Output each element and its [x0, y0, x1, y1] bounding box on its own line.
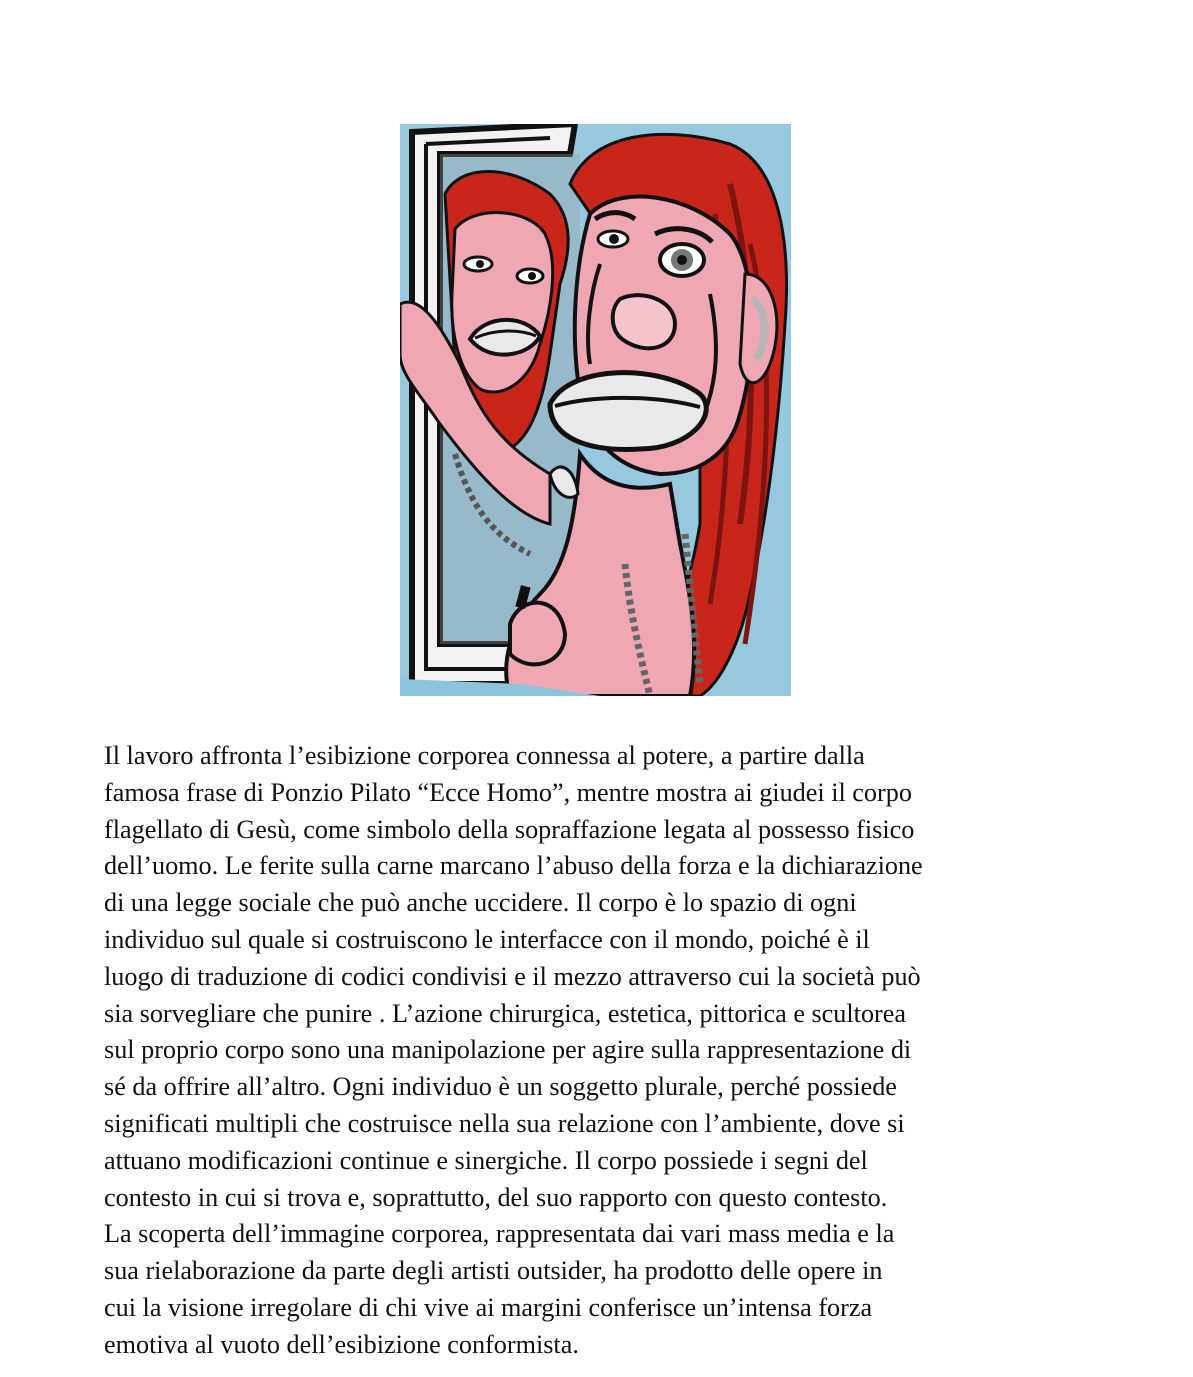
paragraph-line: famosa frase di Ponzio Pilato “Ecce Homo”, mentre mostra ai giudei il corpo: [104, 777, 912, 807]
body-paragraph: [104, 738, 1094, 1364]
paragraph-line: Il lavoro affronta l’esibizione corporea connessa al potere, a partire dalla: [104, 741, 865, 770]
paragraph-line: flagellato di Gesù, come simbolo della sopraffazione legata al possesso fisico: [104, 814, 915, 844]
painting-illustration: [400, 124, 791, 696]
paragraph-line: di una legge sociale che può anche uccidere. Il corpo è lo spazio di ogni: [104, 888, 857, 918]
lips: [550, 373, 706, 450]
paragraph-line: sia sorvegliare che punire . L’azione chirurgica, estetica, pittorica e scultorea: [104, 998, 907, 1028]
paragraph-line: dell’uomo. Le ferite sulla carne marcano l’abuso della forza e la dichiarazione: [104, 851, 923, 881]
paragraph-line: La scoperta dell’immagine corporea, rappresentata dai vari mass media e la: [104, 1219, 895, 1249]
paragraph-line: emotiva al vuoto dell’esibizione conformista.: [104, 1329, 579, 1359]
paragraph-line: contesto in cui si trova e, soprattutto, del suo rapporto con questo contesto.: [104, 1182, 888, 1212]
paragraph-line: sé da offrire all’altro. Ogni individuo è un soggetto plurale, perché possiede: [104, 1072, 897, 1102]
painting-image: [400, 124, 791, 696]
paragraph-line: sul proprio corpo sono una manipolazione per agire sulla rappresentazione di: [104, 1035, 912, 1065]
paragraph-line: attuano modificazioni continue e sinergiche. Il corpo possiede i segni del: [104, 1145, 868, 1175]
paragraph-line: significati multipli che costruisce nella sua relazione con l’ambiente, dove si: [104, 1108, 905, 1138]
paragraph-line: cui la visione irregolare di chi vive ai margini conferisce un’intensa forza: [104, 1292, 873, 1322]
paragraph-line: individuo sul quale si costruiscono le interfacce con il mondo, poiché è il: [104, 924, 870, 954]
paragraph-line: luogo di traduzione di codici condivisi e il mezzo attraverso cui la società può: [104, 961, 921, 991]
paragraph-line: sua rielaborazione da parte degli artisti outsider, ha prodotto delle opere in: [104, 1256, 883, 1286]
